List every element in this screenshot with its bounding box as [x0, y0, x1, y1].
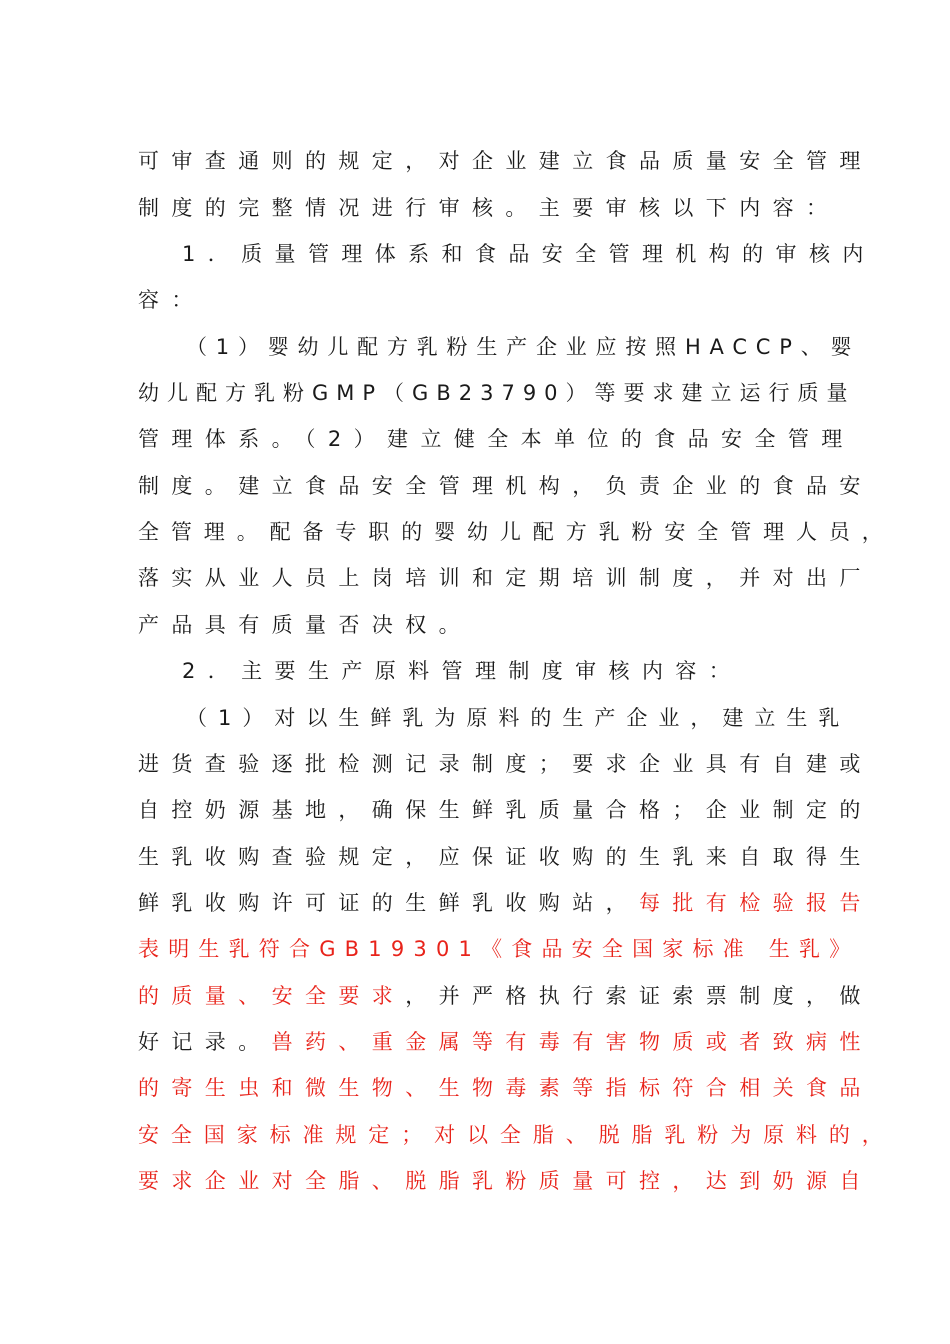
text-segment: 管理体系。（2）建立健全本单位的食品安全管理: [138, 427, 855, 451]
text-line: [138, 558, 873, 598]
text-line: [138, 1161, 873, 1201]
text-segment: 制度的完整情况进行审核。主要审核以下内容：: [138, 196, 840, 220]
text-segment: 生乳收购查验规定，应保证收购的生乳来自取得生: [138, 845, 873, 869]
text-line: [138, 1068, 873, 1108]
text-line: [138, 512, 895, 552]
text-segment: 幼儿配方乳粉GMP（GB23790）等要求建立运行质量: [138, 381, 856, 405]
text-segment: 全管理。配备专职的婴幼儿配方乳粉安全管理人员，: [138, 520, 895, 544]
text-line: [138, 744, 873, 784]
text-segment: 产品具有质量否决权。: [138, 613, 472, 637]
text-line: [186, 698, 866, 738]
text-segment: 容：: [138, 288, 205, 312]
text-line: [138, 605, 818, 645]
text-line: [138, 1022, 873, 1062]
highlighted-text-segment: 的寄生虫和微生物、生物毒素等指标符合相关食品: [138, 1076, 873, 1100]
highlighted-text-segment: 每批有检验报告: [639, 891, 873, 915]
text-line: [138, 188, 840, 228]
text-segment: 自控奶源基地，确保生鲜乳质量合格；企业制定的: [138, 798, 873, 822]
text-line: [182, 651, 862, 691]
text-line: [138, 790, 873, 830]
highlighted-text-segment: 兽药、重金属等有毒有害物质或者致病性: [271, 1030, 873, 1054]
text-segment: 好记录。: [138, 1030, 272, 1054]
text-line: [138, 419, 855, 459]
highlighted-text-segment: 的质量、安全要求: [138, 984, 406, 1008]
text-line: [138, 883, 873, 923]
text-segment: （1）婴幼儿配方乳粉生产企业应按照HACCP、婴: [186, 335, 861, 359]
text-segment: ，并严格执行索证索票制度，做: [405, 984, 873, 1008]
text-line: [138, 1115, 895, 1155]
text-segment: （1）对以生鲜乳为原料的生产企业，建立生乳: [186, 706, 851, 730]
text-line: [138, 141, 873, 181]
text-segment: 1．质量管理体系和食品安全管理机构的审核内: [182, 242, 876, 266]
text-line: [186, 327, 866, 367]
text-line: [138, 373, 856, 413]
text-line: [138, 929, 860, 969]
text-segment: 鲜乳收购许可证的生鲜乳收购站，: [138, 891, 639, 915]
text-segment: 可审查通则的规定，对企业建立食品质量安全管理: [138, 149, 873, 173]
text-line: [138, 837, 873, 877]
text-segment: 2．主要生产原料管理制度审核内容：: [182, 659, 743, 683]
highlighted-text-segment: 表明生乳符合GB19301《食品安全国家标准 生乳》: [138, 937, 860, 961]
highlighted-text-segment: 安全国家标准规定；对以全脂、脱脂乳粉为原料的，: [138, 1123, 895, 1147]
text-line: [138, 466, 873, 506]
text-line: [138, 976, 873, 1016]
text-segment: 制度。建立食品安全管理机构，负责企业的食品安: [138, 474, 873, 498]
highlighted-text-segment: 要求企业对全脂、脱脂乳粉质量可控，达到奶源自: [138, 1169, 873, 1193]
text-line: [182, 234, 876, 274]
text-line: [138, 280, 818, 320]
text-segment: 进货查验逐批检测记录制度；要求企业具有自建或: [138, 752, 873, 776]
text-segment: 落实从业人员上岗培训和定期培训制度，并对出厂: [138, 566, 873, 590]
